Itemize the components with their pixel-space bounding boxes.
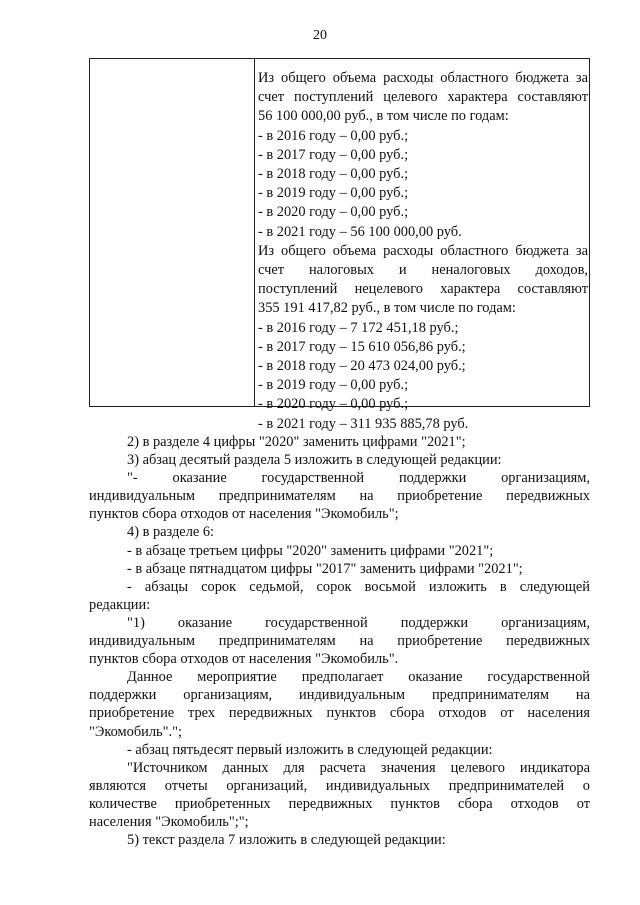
body-line: количестве приобретенных передвижных пунктов сбора отходов от <box>89 795 590 812</box>
table-line: Из общего объема расходы областного бюджета за <box>258 70 588 86</box>
body-line: являются отчеты организаций, индивидуальных предпринимателей о <box>89 777 590 794</box>
body-line: индивидуальным предпринимателям на приобретение передвижных <box>89 633 590 650</box>
body-line: "Экомобиль"."; <box>89 723 182 740</box>
table-line: - в 2020 году – 0,00 руб.; <box>258 396 409 413</box>
table-line: счет поступлений целевого характера составляют <box>258 89 588 106</box>
body-line: населения "Экомобиль";"; <box>89 813 249 830</box>
body-line: Данное мероприятие предполагает оказание государственной <box>127 669 590 686</box>
table-line: - в 2017 году – 15 610 056,86 руб.; <box>258 338 466 355</box>
table-line: - в 2021 году – 56 100 000,00 руб. <box>258 223 462 240</box>
funding-table <box>89 58 590 432</box>
table-line: - в 2021 году – 311 935 885,78 руб. <box>258 415 469 432</box>
table-line: - в 2016 году – 7 172 451,18 руб.; <box>258 319 459 336</box>
table-line: - в 2020 году – 0,00 руб.; <box>258 204 409 221</box>
table-right-cell <box>258 69 588 434</box>
body-line: редакции: <box>89 596 151 613</box>
table-line: 56 100 000,00 руб., в том числе по годам: <box>258 108 509 125</box>
body-line: 2) в разделе 4 цифры "2020" заменить цифрами "2021"; <box>127 434 466 450</box>
body-line: пунктов сбора отходов от населения "Экомобиль"; <box>89 506 399 523</box>
document-body <box>89 433 590 849</box>
body-line: пунктов сбора отходов от населения "Экомобиль". <box>89 651 399 668</box>
table-line: - в 2016 году – 0,00 руб.; <box>258 127 409 144</box>
table-line: 355 191 417,82 руб., в том числе по годам: <box>258 300 516 317</box>
body-line: 3) абзац десятый раздела 5 изложить в следующей редакции: <box>127 452 502 469</box>
body-line: "- оказание государственной поддержки организациям, <box>127 470 590 487</box>
body-line: "Источником данных для расчета значения целевого индикатора <box>127 759 590 776</box>
table-line: - в 2018 году – 20 473 024,00 руб.; <box>258 358 466 375</box>
body-line: индивидуальным предпринимателям на приобретение передвижных <box>89 488 590 505</box>
body-line: поддержки организациям, индивидуальным предпринимателям на <box>89 687 590 704</box>
table-line: - в 2017 году – 0,00 руб.; <box>258 146 409 163</box>
table-line: - в 2019 году – 0,00 руб.; <box>258 377 409 394</box>
body-line: приобретение трех передвижных пунктов сбора отходов от населения <box>89 705 590 722</box>
body-line: 5) текст раздела 7 изложить в следующей редакции: <box>127 832 446 849</box>
body-line: - абзац пятьдесят первый изложить в следующей редакции: <box>127 741 493 758</box>
table-line: - в 2018 году – 0,00 руб.; <box>258 166 409 183</box>
table-line: - в 2019 году – 0,00 руб.; <box>258 185 409 202</box>
table-line: поступлений нецелевого характера составляют <box>258 281 588 298</box>
body-line: - абзацы сорок седьмой, сорок восьмой изложить в следующей <box>127 578 590 595</box>
body-line: 4) в разделе 6: <box>127 524 215 541</box>
table-column-divider <box>254 59 255 406</box>
body-line: - в абзаце пятнадцатом цифры "2017" заменить цифрами "2021"; <box>127 560 523 577</box>
body-line: "1) оказание государственной поддержки организациям, <box>127 614 590 631</box>
page-number: 20 <box>313 28 327 43</box>
table-line: счет налоговых и неналоговых доходов, <box>258 262 588 279</box>
table-line: Из общего объема расходы областного бюджета за <box>258 242 588 259</box>
body-line: - в абзаце третьем цифры "2020" заменить цифрами "2021"; <box>127 542 494 559</box>
